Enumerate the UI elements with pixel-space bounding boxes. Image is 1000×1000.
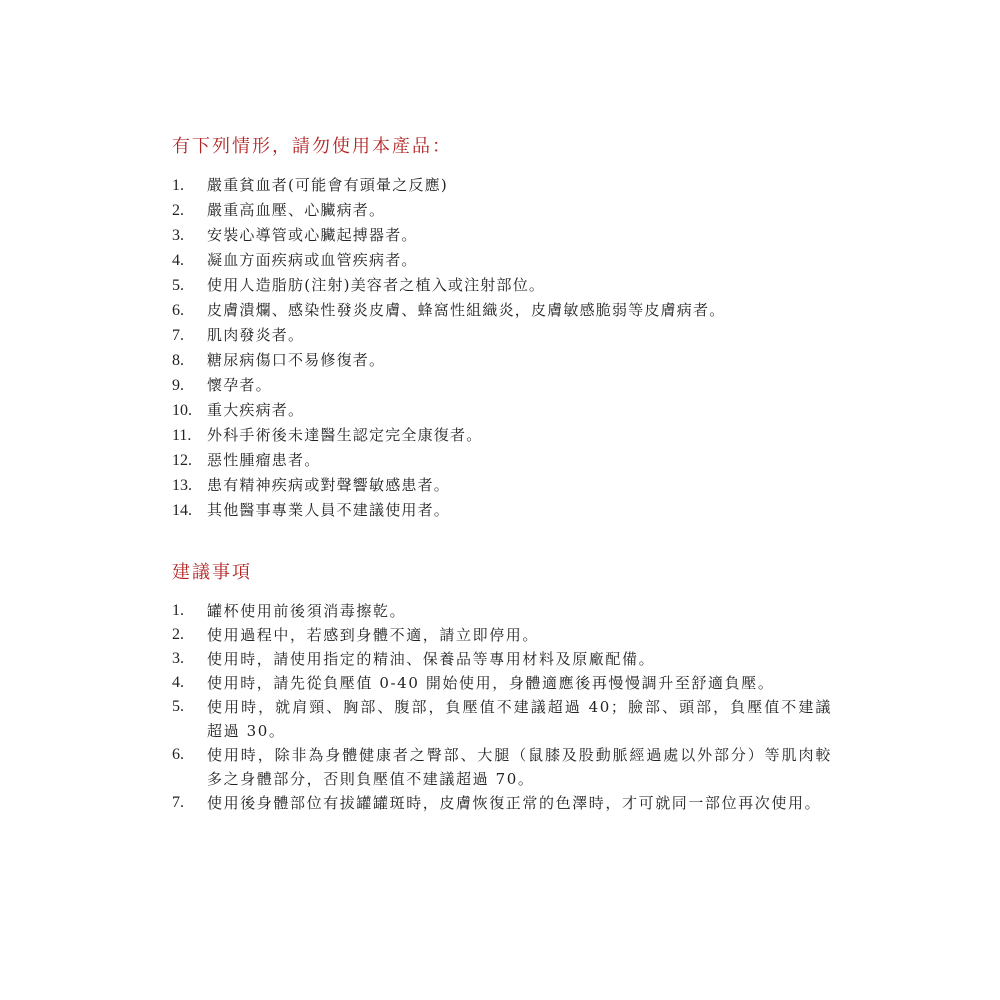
list-item	[172, 173, 832, 198]
item-text: 肌肉發炎者。	[207, 326, 305, 344]
item-text: 皮膚潰爛、感染性發炎皮膚、蜂窩性組織炎，皮膚敏感脆弱等皮膚病者。	[207, 301, 726, 319]
item-text: 使用時，請先從負壓值 0-40 開始使用，身體適應後再慢慢調升至舒適負壓。	[207, 674, 775, 692]
item-text: 使用過程中，若感到身體不適，請立即停用。	[207, 626, 540, 644]
item-number: 1.	[172, 602, 184, 619]
list-item	[172, 198, 832, 223]
list-item	[172, 473, 832, 498]
item-number: 4.	[172, 252, 184, 269]
list-item	[172, 791, 832, 815]
recommendations-section	[172, 559, 832, 815]
list-item	[172, 448, 832, 473]
item-text: 糖尿病傷口不易修復者。	[207, 351, 386, 369]
item-number: 1.	[172, 177, 184, 194]
item-text: 懷孕者。	[207, 376, 272, 394]
list-item	[172, 248, 832, 273]
item-number: 7.	[172, 327, 184, 344]
list-item	[172, 323, 832, 348]
list-item	[172, 298, 832, 323]
recommendations-list	[172, 599, 832, 815]
item-text: 嚴重高血壓、心臟病者。	[207, 201, 386, 219]
contraindications-list	[172, 173, 832, 523]
item-text: 使用人造脂肪(注射)美容者之植入或注射部位。	[207, 276, 546, 294]
item-text: 嚴重貧血者(可能會有頭暈之反應)	[207, 176, 448, 194]
item-number: 7.	[172, 794, 184, 811]
item-number: 12.	[172, 452, 192, 469]
item-number: 9.	[172, 377, 184, 394]
contraindications-title: 有下列情形，請勿使用本產品：	[172, 136, 452, 157]
item-number: 6.	[172, 746, 184, 763]
list-item	[172, 623, 832, 647]
item-text: 使用時，請使用指定的精油、保養品等專用材料及原廠配備。	[207, 650, 656, 668]
item-number: 2.	[172, 626, 184, 643]
item-number: 13.	[172, 477, 192, 494]
list-item	[172, 223, 832, 248]
list-item	[172, 671, 832, 695]
recommendations-title: 建議事項	[172, 562, 252, 583]
list-item	[172, 647, 832, 671]
item-text: 其他醫事專業人員不建議使用者。	[207, 501, 451, 519]
item-number: 4.	[172, 674, 184, 691]
item-text: 安裝心導管或心臟起搏器者。	[207, 226, 418, 244]
contraindications-section	[172, 133, 832, 523]
item-number: 11.	[172, 427, 192, 444]
item-text: 外科手術後未達醫生認定完全康復者。	[207, 426, 483, 444]
item-number: 14.	[172, 502, 192, 519]
item-number: 2.	[172, 202, 184, 219]
item-text: 患有精神疾病或對聲響敏感患者。	[207, 476, 451, 494]
list-item	[172, 348, 832, 373]
list-item	[172, 273, 832, 298]
list-item	[172, 423, 832, 448]
item-number: 8.	[172, 352, 184, 369]
item-number: 3.	[172, 650, 184, 667]
list-item	[172, 599, 832, 623]
item-number: 10.	[172, 402, 192, 419]
item-text: 使用時，除非為身體健康者之臀部、大腿（鼠膝及股動脈經過處以外部分）等肌肉較多之身體部分，否則負壓值不建議超過 70。	[207, 746, 832, 788]
list-item	[172, 398, 832, 423]
item-text: 使用後身體部位有拔罐罐斑時，皮膚恢復正常的色澤時，才可就同一部位再次使用。	[207, 794, 822, 812]
item-number: 3.	[172, 227, 184, 244]
item-text: 凝血方面疾病或血管疾病者。	[207, 251, 418, 269]
item-text: 使用時，就肩頸、胸部、腹部，負壓值不建議超過 40；臉部、頭部，負壓值不建議超過 30。	[207, 698, 832, 740]
item-number: 5.	[172, 277, 184, 294]
item-number: 6.	[172, 302, 184, 319]
item-text: 惡性腫瘤患者。	[207, 451, 321, 469]
list-item	[172, 373, 832, 398]
list-item	[172, 498, 832, 523]
list-item	[172, 743, 832, 791]
list-item	[172, 695, 832, 743]
item-text: 重大疾病者。	[207, 401, 305, 419]
item-number: 5.	[172, 698, 184, 715]
item-text: 罐杯使用前後須消毒擦乾。	[207, 602, 407, 620]
